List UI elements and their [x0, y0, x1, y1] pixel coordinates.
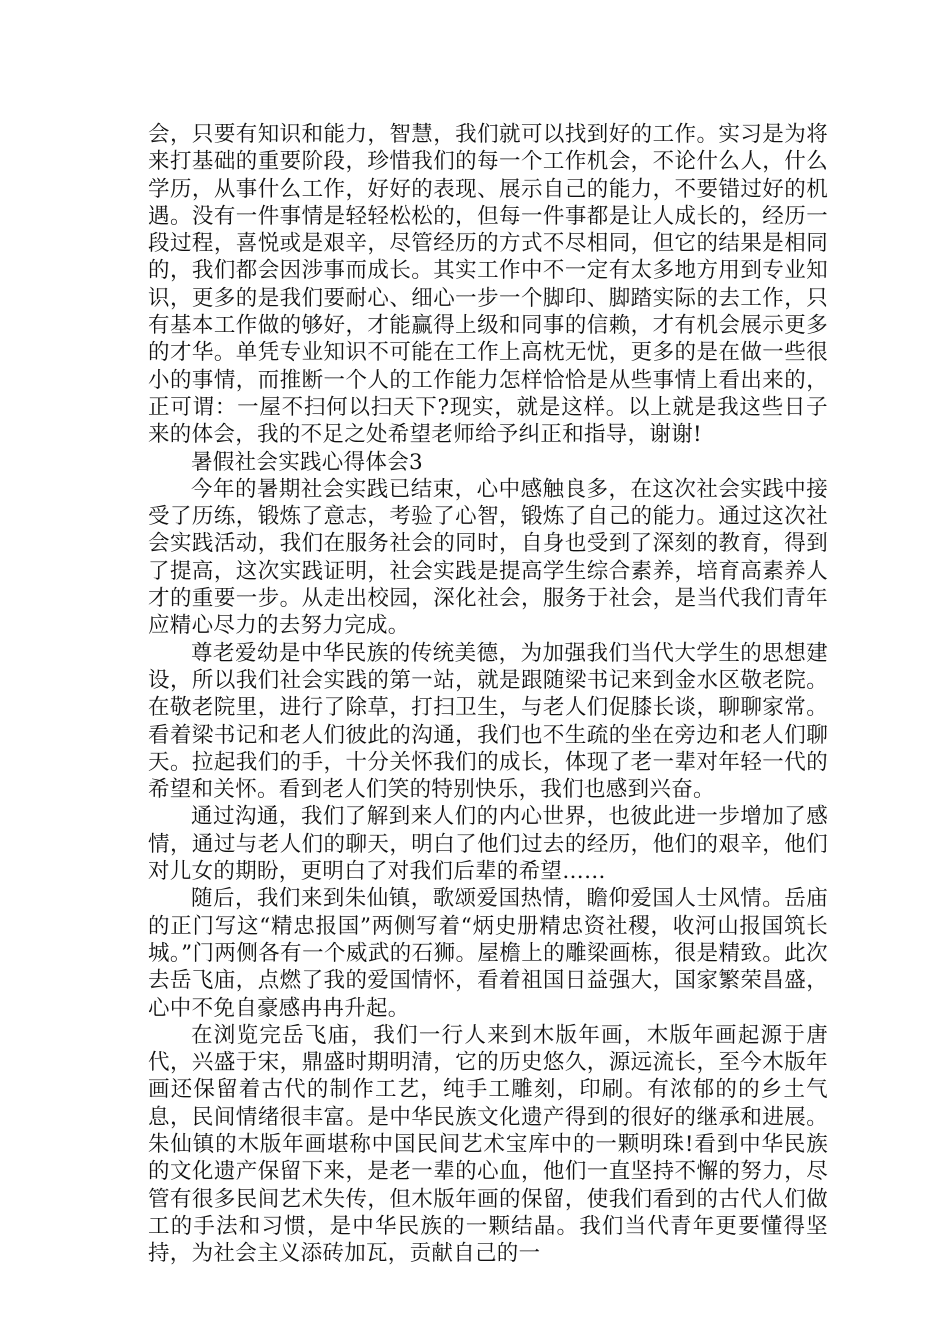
paragraph: 今年的暑期社会实践已结束，心中感触良多，在这次社会实践中接受了历练，锻炼了意志，考验了心智，锻炼了自己的能力。通过这次社会实践活动，我们在服务社会的同时，自身也受到了深刻的教育，得到了提高，这次实践证明，社会实践是提高学生综合素养，培育高素养人才的重要一步。从走出校园，深化社会，服务于社会，是当代我们青年应精心尽力的去努力完成。: [148, 476, 828, 639]
document-page: [148, 121, 828, 1267]
paragraph: 随后，我们来到朱仙镇，歌颂爱国热情，瞻仰爱国人士风情。岳庙的正门写这“精忠报国”两侧写着“炳史册精忠资社稷，收河山报国筑长城。”门两侧各有一个威武的石狮。屋檐上的雕梁画栋，很是精致。此次去岳飞庙，点燃了我的爱国情怀，看着祖国日益强大，国家繁荣昌盛，心中不免自豪感冉冉升起。: [148, 886, 828, 1021]
paragraph: 通过沟通，我们了解到来人们的内心世界，也彼此进一步增加了感情，通过与老人们的聊天，明白了他们过去的经历，他们的艰辛，他们对儿女的期盼，更明白了对我们后辈的希望……: [148, 804, 828, 885]
section-title: 暑假社会实践心得体会3: [191, 449, 423, 475]
paragraph: 尊老爱幼是中华民族的传统美德，为加强我们当代大学生的思想建设，所以我们社会实践的第一站，就是跟随梁书记来到金水区敬老院。在敬老院里，进行了除草，打扫卫生，与老人们促膝长谈，聊聊家常。看着梁书记和老人们彼此的沟通，我们也不生疏的坐在旁边和老人们聊天。拉起我们的手，十分关怀我们的成长，体现了老一辈对年轻一代的希望和关怀。看到老人们笑的特别快乐，我们也感到兴奋。: [148, 640, 828, 803]
paragraph-continued: 会，只要有知识和能力，智慧，我们就可以找到好的工作。实习是为将来打基础的重要阶段，珍惜我们的每一个工作机会，不论什么人，什么学历，从事什么工作，好好的表现、展示自己的能力，不要错过好的机遇。没有一件事情是轻轻松松的，但每一件事都是让人成长的，经历一段过程，喜悦或是艰辛，尽管经历的方式不尽相同，但它的结果是相同的，我们都会因涉事而成长。其实工作中不一定有太多地方用到专业知识，更多的是我们要耐心、细心一步一个脚印、脚踏实际的去工作，只有基本工作做的够好，才能赢得上级和同事的信赖，才有机会展示更多的才华。单凭专业知识不可能在工作上高枕无忧，更多的是在做一些很小的事情，而推断一个人的工作能力怎样恰恰是从些事情上看出来的，正可谓：一屋不扫何以扫天下?现实，就是这样。以上就是我这些日子来的体会，我的不足之处希望老师给予纠正和指导，谢谢!: [148, 122, 828, 448]
paragraph: 在浏览完岳飞庙，我们一行人来到木版年画，木版年画起源于唐代，兴盛于宋，鼎盛时期明清，它的历史悠久，源远流长，至今木版年画还保留着古代的制作工艺，纯手工雕刻，印刷。有浓郁的的乡土气息，民间情绪很丰富。是中华民族文化遗产得到的很好的继承和进展。朱仙镇的木版年画堪称中国民间艺术宝库中的一颗明珠!看到中华民族的文化遗产保留下来，是老一辈的心血，他们一直坚持不懈的努力，尽管有很多民间艺术失传，但木版年画的保留，使我们看到的古代人们做工的手法和习惯，是中华民族的一颗结晶。我们当代青年更要懂得坚持，为社会主义添砖加瓦，贡献自己的一: [148, 1022, 828, 1267]
